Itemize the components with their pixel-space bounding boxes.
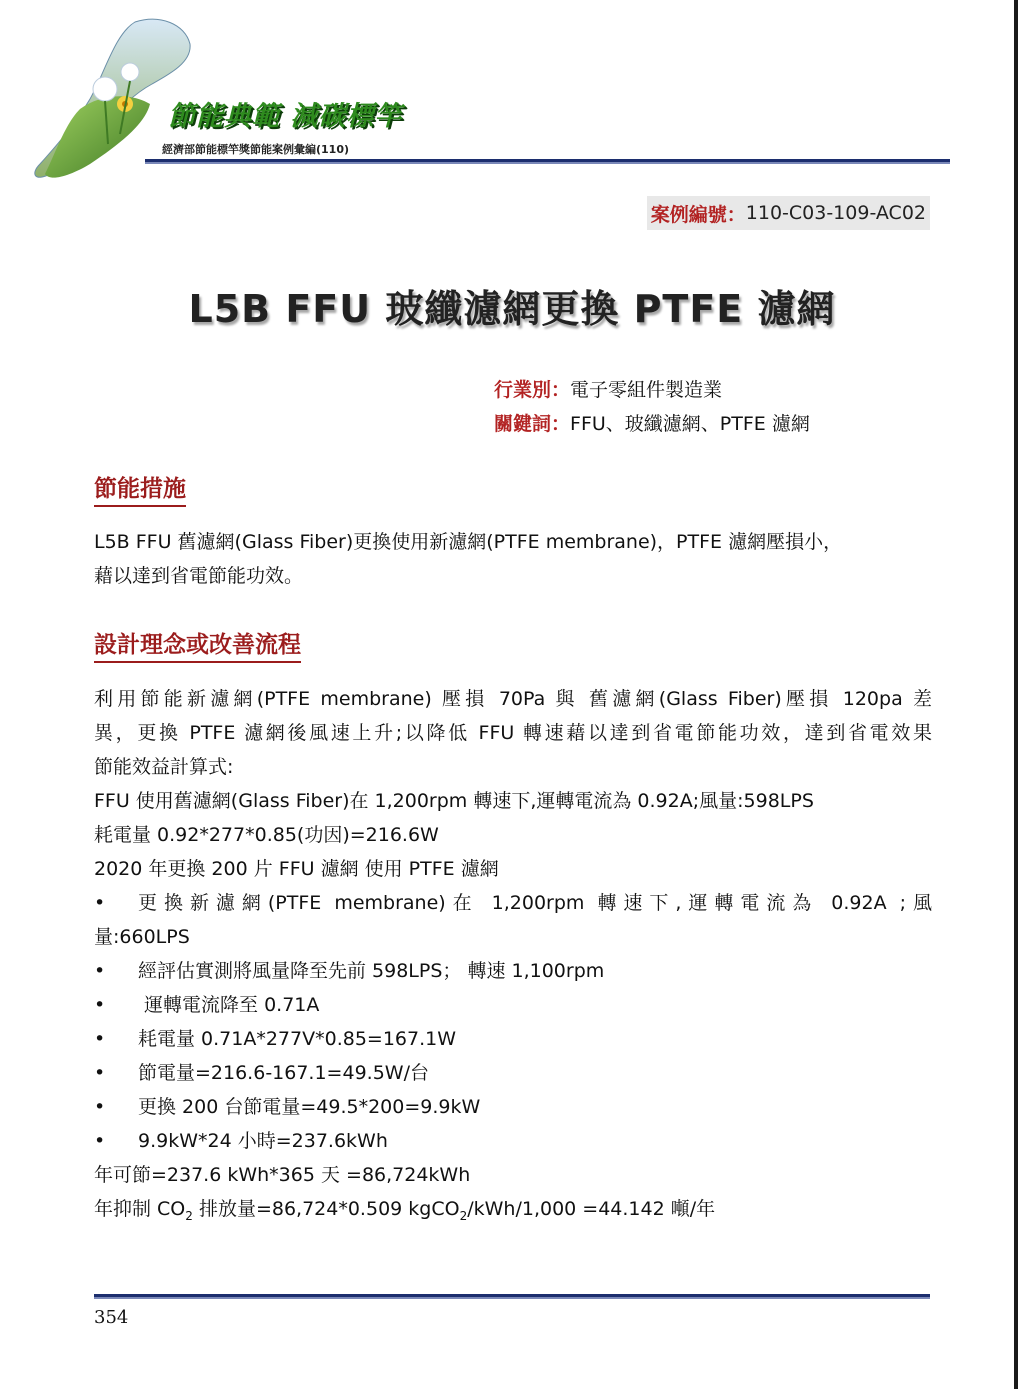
section-heading-design: 設計理念或改善流程: [94, 626, 301, 663]
industry-value: 電子零組件製造業: [570, 379, 723, 401]
bullet-text: 耗電量 0.71A*277V*0.85=167.1W: [138, 1028, 457, 1050]
co2-prefix: 年抑制 CO: [94, 1198, 186, 1220]
header-divider: [145, 159, 950, 164]
page-header: [20, 14, 940, 189]
bullet-item: [94, 886, 932, 920]
co2-reduction-line: [94, 1192, 932, 1233]
bullet-symbol: •: [94, 960, 106, 982]
footer-divider: [94, 1294, 930, 1299]
meta-info: [494, 373, 810, 441]
bullet-text: 9.9kW*24 小時=237.6kWh: [138, 1130, 388, 1152]
page-number: 354: [94, 1307, 129, 1328]
design-paragraph-line: 異，更換 PTFE 濾網後風速上升;以降低 FFU 轉速藉以達到省電節能功效，達到省電效果: [94, 722, 932, 744]
design-paragraph-line: 利用節能新濾網(PTFE membrane) 壓損 70Pa 與 舊濾網(Glass Fiber)壓損 120pa 差: [94, 688, 932, 710]
case-number-label: 案例編號：: [650, 203, 746, 226]
bullet-symbol: •: [94, 1028, 106, 1050]
industry-label: 行業別：: [494, 379, 571, 401]
bullet-text: 運轉電流降至 0.71A: [138, 994, 320, 1016]
brand-subtitle: 經濟部節能標竿獎節能案例彙編(110): [162, 143, 350, 156]
keywords-label: 關鍵詞：: [494, 413, 571, 435]
bullet-item: [94, 954, 932, 988]
industry-row: [494, 373, 810, 407]
bullet-item: [94, 1056, 932, 1090]
design-body: [94, 682, 932, 1233]
annual-saving-line: 年可節=237.6 kWh*365 天 =86,724kWh: [94, 1164, 471, 1186]
calc-line: 2020 年更換 200 片 FFU 濾網 使用 PTFE 濾網: [94, 858, 499, 880]
bullet-symbol: •: [94, 1130, 106, 1152]
calc-line: 耗電量 0.92*277*0.85(功因)=216.6W: [94, 824, 439, 846]
case-number-value: 110-C03-109-AC02: [745, 202, 926, 224]
bullet-text: 更換 200 台節電量=49.5*200=9.9kW: [138, 1096, 481, 1118]
bullet-symbol: •: [94, 892, 106, 914]
bullet-item: [94, 1090, 932, 1124]
co2-subscript: 2: [459, 1208, 468, 1223]
bullet-text: 經評估實測將風量降至先前 598LPS； 轉速 1,100rpm: [138, 960, 605, 982]
bullet-symbol: •: [94, 994, 106, 1016]
document-title: L5B FFU 玻纖濾網更換 PTFE 濾網: [188, 287, 836, 331]
bullet-symbol: •: [94, 1062, 106, 1084]
case-number: [647, 196, 930, 230]
measures-line: L5B FFU 舊濾網(Glass Fiber)更換使用新濾網(PTFE membrane)，PTFE 濾網壓損小，: [94, 531, 843, 553]
bullet-text: 更換新濾網(PTFE membrane)在 1,200rpm 轉速下,運轉電流為 0.92A ;風: [138, 892, 932, 914]
keywords-value: FFU、玻纖濾網、PTFE 濾網: [570, 413, 810, 435]
bullet-continuation: 量:660LPS: [94, 926, 190, 948]
bullet-item: [94, 1124, 932, 1158]
brand-title: 節能典範 減碳標竿: [168, 101, 403, 132]
bullet-item: [94, 1022, 932, 1056]
keywords-row: [494, 407, 810, 441]
bullet-text: 節電量=216.6-167.1=49.5W/台: [138, 1062, 429, 1084]
measures-line: 藉以達到省電節能功效。: [94, 565, 304, 587]
design-paragraph-line: 節能效益計算式:: [94, 756, 234, 778]
measures-body: [94, 525, 932, 593]
calc-line: FFU 使用舊濾網(Glass Fiber)在 1,200rpm 轉速下,運轉電流為 0.92A;風量:598LPS: [94, 790, 814, 812]
bullet-item: [94, 988, 932, 1022]
co2-middle: 排放量=86,724*0.509 kgCO: [192, 1198, 460, 1220]
co2-suffix: /kWh/1,000 =44.142 噸/年: [467, 1198, 716, 1220]
section-heading-measures: 節能措施: [94, 470, 186, 507]
bullet-symbol: •: [94, 1096, 106, 1118]
co2-subscript: 2: [185, 1208, 193, 1223]
